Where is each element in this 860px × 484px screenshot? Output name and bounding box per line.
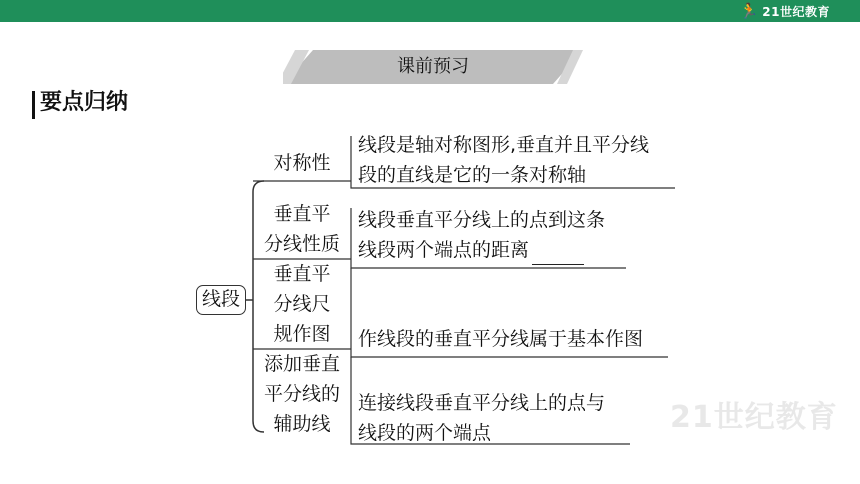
branch-label-construction bbox=[262, 259, 342, 349]
branch-desc-line: 段的直线是它的一条对称轴 bbox=[358, 164, 587, 186]
branch-label-line: 辅助线 bbox=[273, 413, 331, 435]
page-heading: 要点归纳 bbox=[40, 90, 129, 115]
branch-label-line: 添加垂直 bbox=[263, 353, 340, 375]
answer-blank bbox=[532, 242, 584, 265]
branch-label-property bbox=[258, 199, 346, 259]
branch-label-line: 规作图 bbox=[273, 323, 331, 345]
branch-label-line: 垂直平 bbox=[273, 263, 331, 285]
branch-desc-line: 线段两个端点的距离 bbox=[358, 239, 530, 261]
branch-desc-construction bbox=[358, 324, 643, 354]
branch-desc-symmetry bbox=[358, 130, 649, 190]
brand-logo-text: 21世纪教育 bbox=[762, 4, 830, 19]
branch-label-symmetry bbox=[262, 148, 342, 178]
section-title: 课前预习 bbox=[397, 56, 469, 77]
branch-label-line: 垂直平 bbox=[273, 203, 331, 225]
branch-label-line: 分线性质 bbox=[263, 233, 340, 255]
branch-desc-line: 线段的两个端点 bbox=[358, 422, 492, 444]
branch-label-line: 分线尺 bbox=[273, 293, 331, 315]
branch-desc-line: 作线段的垂直平分线属于基本作图 bbox=[358, 328, 644, 350]
branch-label-line: 对称性 bbox=[273, 152, 331, 174]
branch-desc-line: 线段垂直平分线上的点到这条 bbox=[358, 209, 606, 231]
branch-label-auxiliary bbox=[252, 349, 352, 439]
branch-desc-property bbox=[358, 205, 605, 265]
branch-desc-line: 线段是轴对称图形,垂直并且平分线 bbox=[358, 134, 650, 156]
branch-desc-line: 连接线段垂直平分线上的点与 bbox=[358, 392, 606, 414]
mindmap-root: 线段 bbox=[196, 285, 246, 315]
runner-icon: 🏃 bbox=[739, 2, 759, 20]
branch-label-line: 平分线的 bbox=[263, 383, 340, 405]
branch-desc-auxiliary bbox=[358, 388, 605, 448]
watermark: 21世纪教育 bbox=[670, 400, 838, 435]
